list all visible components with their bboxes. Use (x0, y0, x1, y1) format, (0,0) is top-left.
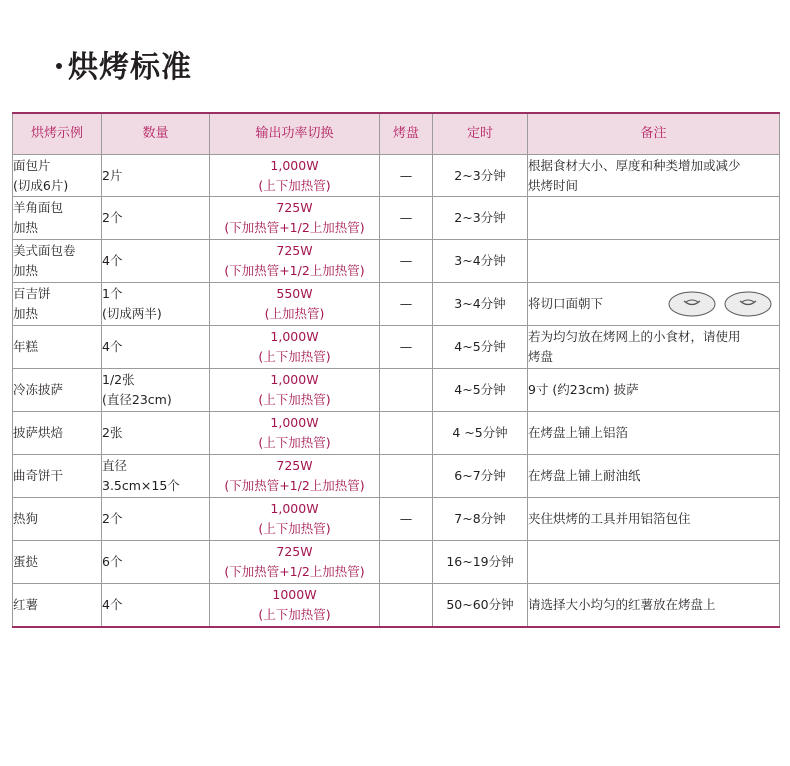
cell-tray (380, 584, 433, 628)
cell-quantity (102, 197, 210, 240)
name-line: 加热 (13, 220, 39, 235)
note-line: 烘烤时间 (528, 177, 579, 193)
cell-example (13, 455, 102, 498)
cell-power (210, 326, 380, 369)
cell-note (528, 197, 780, 240)
qty-line: 4个 (102, 339, 123, 354)
cell-example (13, 369, 102, 412)
power-line: (下加热管+1/2上加热管) (224, 478, 365, 493)
qty-line: 1个 (102, 286, 123, 301)
cell-tray (380, 412, 433, 455)
qty-line: 2张 (102, 425, 123, 440)
name-line: 年糕 (13, 339, 39, 354)
name-line: 百吉饼 (13, 286, 51, 301)
table-row (13, 541, 780, 584)
note-line: 将切口面朝下 (528, 296, 604, 311)
header-quantity: 数量 (102, 113, 210, 155)
cell-tray: — (380, 326, 433, 369)
power-line: 1,000W (270, 415, 319, 430)
baking-standard-table (12, 112, 780, 628)
cell-note (528, 412, 780, 455)
table-row (13, 155, 780, 197)
page-title-text: 烘烤标准 (68, 50, 192, 85)
power-line: 1,000W (270, 372, 319, 387)
cell-timer: 3~4分钟 (433, 283, 528, 326)
name-line: 红薯 (13, 597, 39, 612)
note-line: 夹住烘烤的工具并用铝箔包住 (528, 511, 691, 526)
header-tray: 烤盘 (380, 113, 433, 155)
cell-note (528, 283, 780, 326)
cell-note (528, 155, 780, 197)
cell-example (13, 412, 102, 455)
name-line: 热狗 (13, 511, 39, 526)
qty-line: 6个 (102, 554, 123, 569)
power-line: 725W (276, 544, 313, 559)
cell-quantity (102, 240, 210, 283)
bagel-half-icon (667, 290, 717, 318)
name-line: (切成6片) (13, 177, 69, 193)
name-line: 美式面包卷 (13, 243, 76, 258)
table-row (13, 455, 780, 498)
qty-line: 3.5cm×15个 (102, 478, 180, 493)
cell-timer: 2~3分钟 (433, 155, 528, 197)
qty-line: 4个 (102, 253, 123, 268)
cell-example (13, 584, 102, 628)
qty-line: 2个 (102, 511, 123, 526)
cell-quantity (102, 155, 210, 197)
power-line: (上下加热管) (258, 521, 331, 536)
cell-timer: 7~8分钟 (433, 498, 528, 541)
cell-note (528, 369, 780, 412)
cell-power (210, 455, 380, 498)
qty-line: 4个 (102, 597, 123, 612)
bagel-half-icon (723, 290, 773, 318)
qty-line: 2个 (102, 210, 123, 225)
power-line: (上下加热管) (258, 607, 331, 622)
cell-power (210, 541, 380, 584)
cell-timer: 16~19分钟 (433, 541, 528, 584)
cell-tray: — (380, 283, 433, 326)
note-line: 烤盘 (528, 349, 554, 364)
cell-power (210, 155, 380, 197)
power-line: (下加热管+1/2上加热管) (224, 263, 365, 278)
table-row (13, 412, 780, 455)
cell-tray: — (380, 155, 433, 197)
table-header-row (13, 113, 780, 155)
power-line: 725W (276, 243, 313, 258)
name-line: 披萨烘焙 (13, 425, 64, 440)
cell-timer: 4 ~5分钟 (433, 412, 528, 455)
cell-power (210, 197, 380, 240)
name-line: 曲奇饼干 (13, 468, 64, 483)
cell-power (210, 240, 380, 283)
power-line: 550W (276, 286, 313, 301)
table-row (13, 498, 780, 541)
table-body (13, 155, 780, 628)
bullet-dot (56, 63, 62, 69)
power-line: 1000W (272, 587, 317, 602)
table-row (13, 197, 780, 240)
cell-quantity (102, 455, 210, 498)
power-line: (上下加热管) (258, 435, 331, 450)
cell-note (528, 498, 780, 541)
cell-example (13, 240, 102, 283)
cell-example (13, 326, 102, 369)
cell-power (210, 412, 380, 455)
cell-timer: 3~4分钟 (433, 240, 528, 283)
cell-power (210, 283, 380, 326)
cell-quantity (102, 283, 210, 326)
power-line: 1,000W (270, 157, 319, 173)
header-example: 烘烤示例 (13, 113, 102, 155)
note-line: 9寸 (约23cm) 披萨 (528, 382, 639, 397)
note-line: 根据食材大小、厚度和种类增加或减少 (528, 157, 741, 173)
cell-power (210, 584, 380, 628)
cell-tray: — (380, 498, 433, 541)
cell-note (528, 455, 780, 498)
cell-quantity (102, 584, 210, 628)
cell-power (210, 498, 380, 541)
power-line: (下加热管+1/2上加热管) (224, 564, 365, 579)
power-line: (上加热管) (264, 306, 325, 321)
note-line: 在烤盘上铺上耐油纸 (528, 468, 641, 483)
cell-tray: — (380, 197, 433, 240)
cell-quantity (102, 498, 210, 541)
note-line: 若为均匀放在烤网上的小食材，请使用 (528, 329, 741, 344)
cell-power (210, 369, 380, 412)
cell-example (13, 155, 102, 197)
cell-timer: 4~5分钟 (433, 369, 528, 412)
qty-line: (切成两半) (102, 306, 162, 321)
name-line: 羊角面包 (13, 200, 64, 215)
cell-note (528, 326, 780, 369)
qty-line: 2片 (102, 167, 123, 183)
power-line: 725W (276, 458, 313, 473)
note-line: 在烤盘上铺上铝箔 (528, 425, 629, 440)
qty-line: 直径 (102, 458, 128, 473)
power-line: (下加热管+1/2上加热管) (224, 220, 365, 235)
page-title (56, 42, 192, 86)
table-row (13, 283, 780, 326)
cell-example (13, 283, 102, 326)
cell-timer: 6~7分钟 (433, 455, 528, 498)
table-row (13, 240, 780, 283)
cell-example (13, 197, 102, 240)
header-power: 输出功率切换 (210, 113, 380, 155)
power-line: 1,000W (270, 501, 319, 516)
name-line: 加热 (13, 263, 39, 278)
cell-tray (380, 455, 433, 498)
cell-timer: 4~5分钟 (433, 326, 528, 369)
cell-quantity (102, 412, 210, 455)
cell-note (528, 240, 780, 283)
name-line: 面包片 (13, 157, 51, 173)
cell-example (13, 498, 102, 541)
power-line: 725W (276, 200, 313, 215)
cell-example (13, 541, 102, 584)
cell-timer: 2~3分钟 (433, 197, 528, 240)
cell-note (528, 541, 780, 584)
power-line: (上下加热管) (258, 349, 331, 364)
name-line: 冷冻披萨 (13, 382, 64, 397)
header-timer: 定时 (433, 113, 528, 155)
table-row (13, 369, 780, 412)
power-line: 1,000W (270, 329, 319, 344)
cell-timer: 50~60分钟 (433, 584, 528, 628)
cell-tray (380, 541, 433, 584)
cell-note (528, 584, 780, 628)
power-line: (上下加热管) (258, 177, 331, 193)
qty-line: 1/2张 (102, 372, 135, 387)
name-line: 蛋挞 (13, 554, 39, 569)
bagel-icons (667, 290, 773, 318)
qty-line: (直径23cm) (102, 392, 172, 407)
note-line: 请选择大小均匀的红薯放在烤盘上 (528, 597, 716, 612)
table-row (13, 584, 780, 628)
cell-quantity (102, 326, 210, 369)
cell-quantity (102, 369, 210, 412)
cell-tray: — (380, 240, 433, 283)
header-note: 备注 (528, 113, 780, 155)
cell-tray (380, 369, 433, 412)
name-line: 加热 (13, 306, 39, 321)
power-line: (上下加热管) (258, 392, 331, 407)
cell-quantity (102, 541, 210, 584)
table-row (13, 326, 780, 369)
